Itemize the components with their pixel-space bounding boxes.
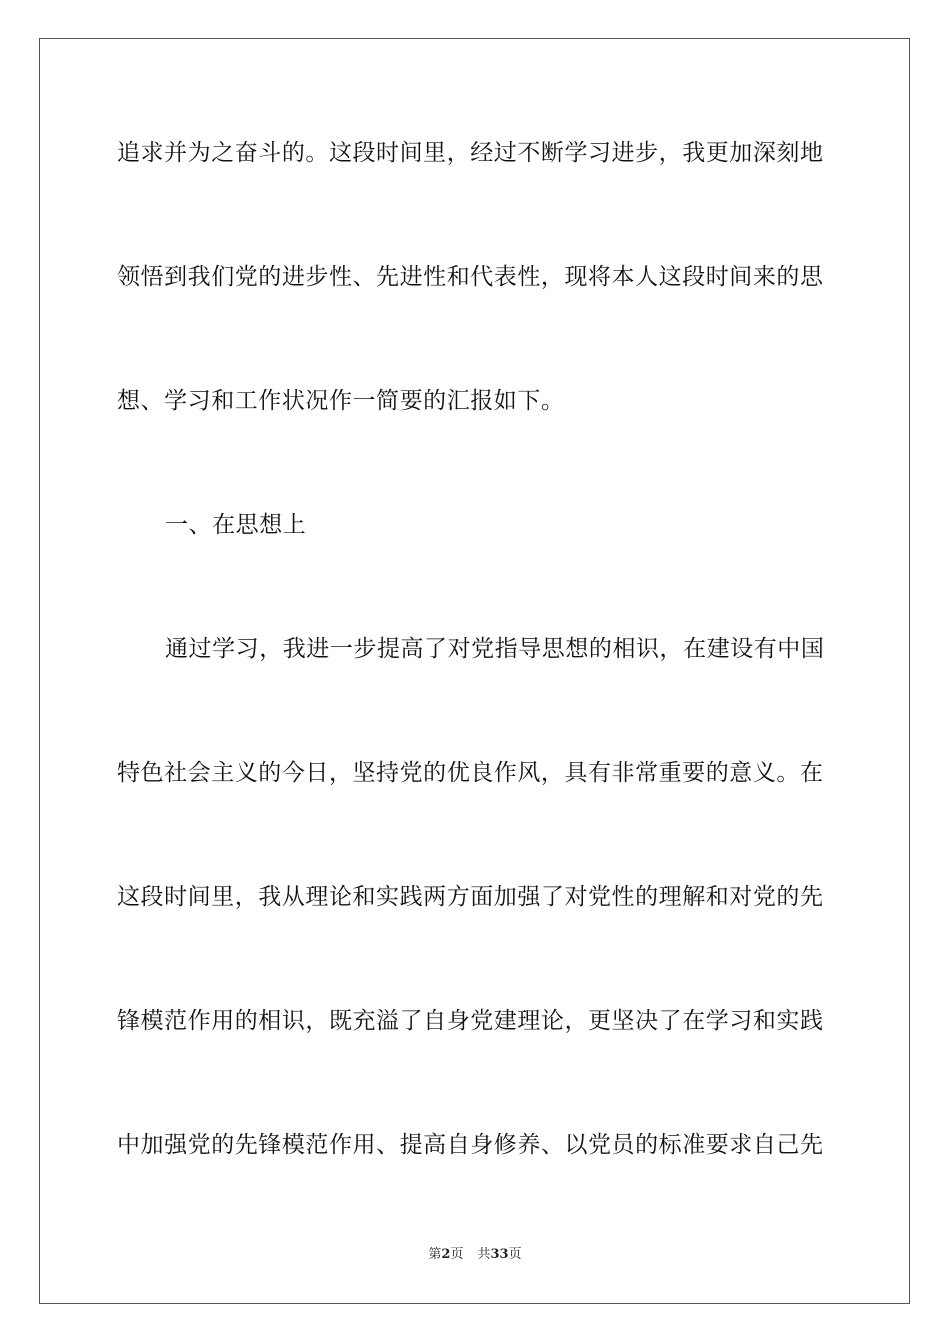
total-pages: 33 bbox=[490, 1247, 509, 1262]
total-suffix: 页 bbox=[508, 1247, 522, 1262]
page-prefix: 第 bbox=[428, 1247, 442, 1262]
total-prefix: 共 bbox=[477, 1247, 491, 1262]
paragraph-line: 追求并为之奋斗的。这段时间里，经过不断学习进步，我更加深刻地 bbox=[117, 140, 824, 166]
paragraph-line: 通过学习，我进一步提高了对党指导思想的相识，在建设有中国 bbox=[165, 636, 825, 662]
page-border bbox=[39, 38, 910, 1304]
section-heading: 一、在思想上 bbox=[165, 512, 307, 538]
page-suffix: 页 bbox=[450, 1247, 464, 1262]
paragraph-line: 想、学习和工作状况作一简要的汇报如下。 bbox=[117, 388, 565, 414]
paragraph-line: 锋模范作用的相识，既充溢了自身党建理论，更坚决了在学习和实践 bbox=[117, 1008, 824, 1034]
page-footer bbox=[0, 1246, 950, 1264]
paragraph-line: 中加强党的先锋模范作用、提高自身修养、以党员的标准要求自己先 bbox=[117, 1132, 824, 1158]
paragraph-line: 这段时间里，我从理论和实践两方面加强了对党性的理解和对党的先 bbox=[117, 884, 824, 910]
paragraph-line: 领悟到我们党的进步性、先进性和代表性，现将本人这段时间来的思 bbox=[117, 264, 824, 290]
page-number: 2 bbox=[441, 1247, 451, 1262]
paragraph-line: 特色社会主义的今日，坚持党的优良作风，具有非常重要的意义。在 bbox=[117, 760, 824, 786]
